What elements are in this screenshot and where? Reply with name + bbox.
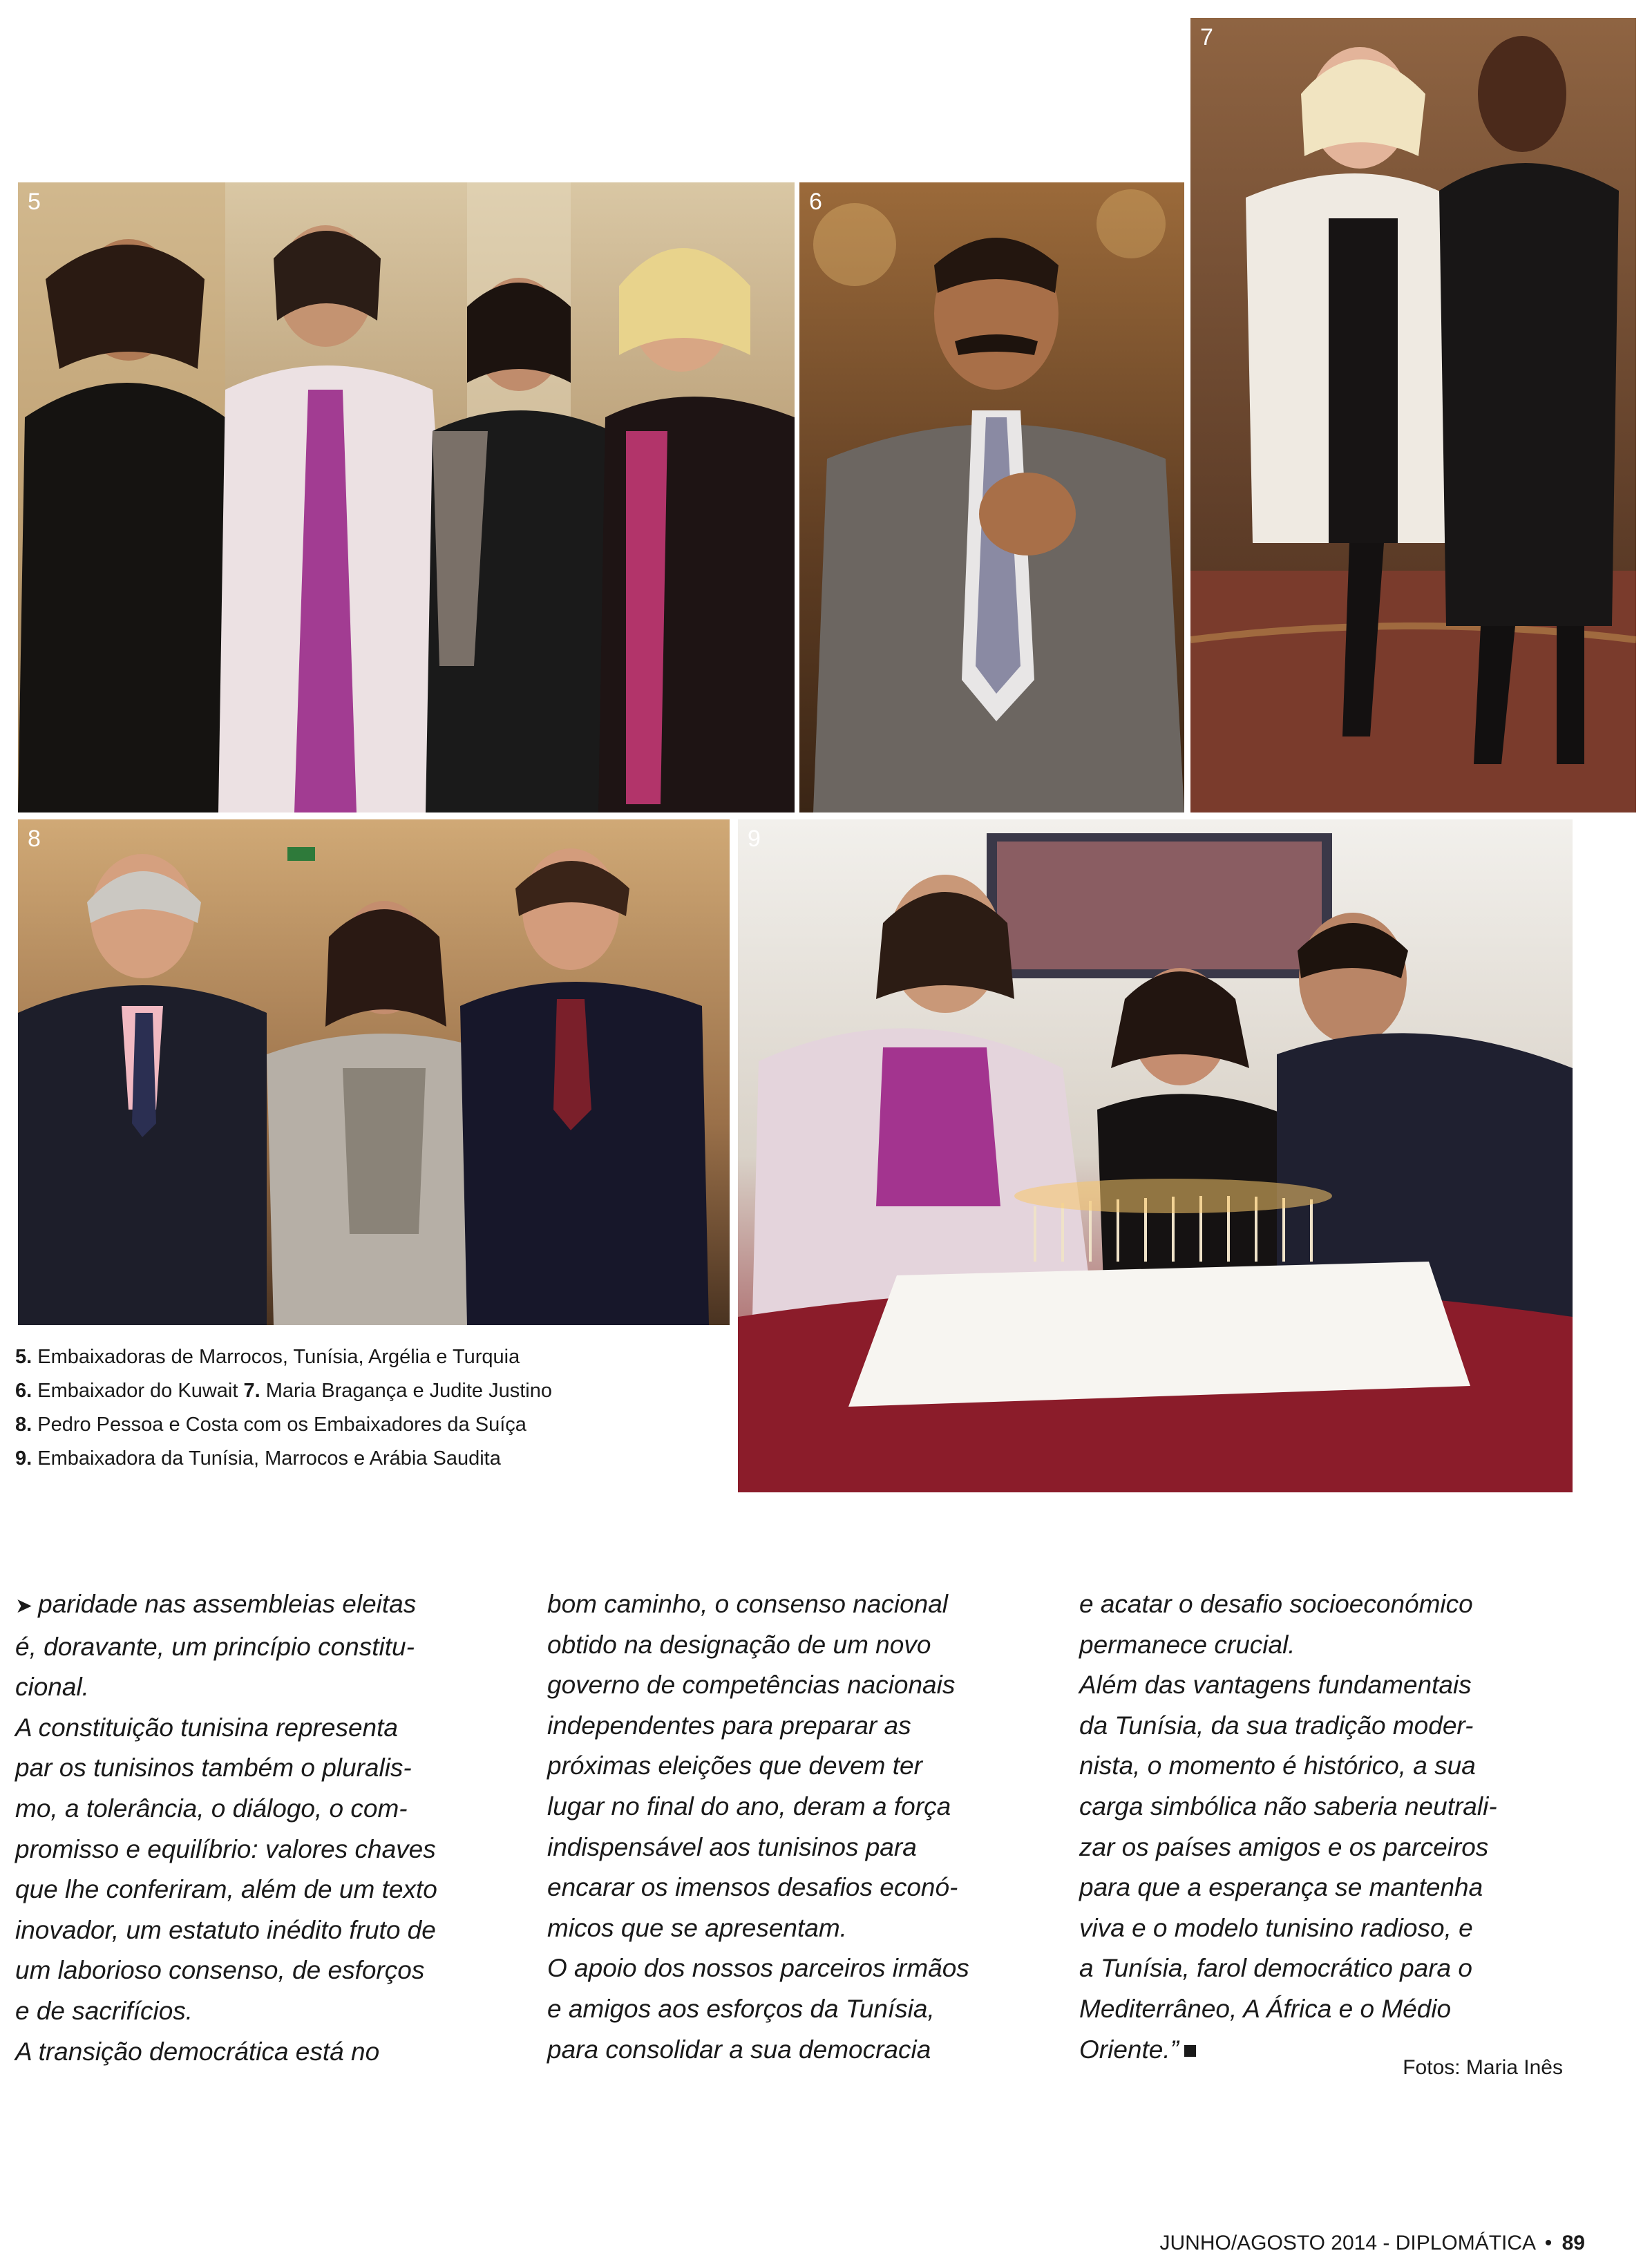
caption-8: 8. Pedro Pessoa e Costa com os Embaixadores da Suíça (15, 1414, 526, 1436)
text-line: lugar no final do ano, deram a força (547, 1791, 951, 1821)
text-line: um laborioso consenso, de esforços (15, 1956, 425, 1985)
text-line: e de sacrifícios. (15, 1996, 193, 2025)
caption-5: 5. Embaixadoras de Marrocos, Tunísia, Argélia e Turquia (15, 1346, 520, 1368)
article-column-1 (15, 1584, 526, 2072)
page-footer (1160, 2231, 1586, 2256)
photo-8-image (18, 819, 730, 1325)
photo-5-image (18, 182, 795, 812)
article-column-3 (1079, 1584, 1591, 2070)
text-line: que lhe conferiram, além de um texto (15, 1875, 437, 1904)
text-line: A transição democrática está no (15, 2037, 380, 2066)
text-line: ➤ paridade nas assembleias eleitas (15, 1590, 417, 1618)
text-line: Mediterrâneo, A África e o Médio (1079, 1994, 1452, 2023)
photo-number-6: 6 (809, 189, 822, 215)
text-line: micos que se apresentam. (547, 1913, 847, 1942)
text-line: e amigos aos esforços da Tunísia, (547, 1994, 935, 2023)
text-line: independentes para preparar as (547, 1711, 911, 1740)
article-column-2 (547, 1584, 1058, 2070)
photo-ambassadors-group (18, 182, 795, 812)
text-line: par os tunisinos também o pluralis- (15, 1753, 412, 1783)
text-line: a Tunísia, farol democrático para o (1079, 1954, 1472, 1983)
photo-number-8: 8 (28, 826, 41, 852)
text-line: nista, o momento é histórico, a sua (1079, 1751, 1476, 1780)
photo-pedro-pessoa-group (18, 819, 730, 1325)
text-line: indispensável aos tunisinos para (547, 1832, 917, 1861)
text-line: viva e o modelo tunisino radioso, e (1079, 1913, 1473, 1942)
text-line: O apoio dos nossos parceiros irmãos (547, 1954, 969, 1983)
text-line: bom caminho, o consenso nacional (547, 1590, 949, 1618)
issue-label: JUNHO/AGOSTO 2014 - DIPLOMÁTICA (1159, 2232, 1535, 2254)
photo-6-image (799, 182, 1184, 812)
end-of-article-square-icon (1184, 2045, 1196, 2057)
text-line: e acatar o desafio socioeconómico (1079, 1590, 1473, 1618)
caption-6-7: 6. Embaixador do Kuwait 7. Maria Bragança e Judite Justino (15, 1380, 552, 1402)
photo-number-9: 9 (748, 826, 761, 852)
text-line: carga simbólica não saberia neutrali- (1079, 1791, 1497, 1821)
page-number: 89 (1561, 2232, 1585, 2254)
text-line: promisso e equilíbrio: valores chaves (15, 1834, 436, 1863)
text-line: governo de competências nacionais (547, 1671, 956, 1700)
photo-two-guests (1190, 18, 1636, 812)
text-line: próximas eleições que devem ter (547, 1751, 922, 1780)
text-line: inovador, um estatuto inédito fruto de (15, 1915, 436, 1944)
text-line: é, doravante, um princípio constitu- (15, 1632, 415, 1661)
text-line: da Tunísia, da sua tradição moder- (1079, 1711, 1474, 1740)
photo-birthday-cake (738, 819, 1573, 1492)
text-line: A constituição tunisina representa (15, 1713, 398, 1742)
photo-captions (15, 1340, 734, 1476)
photo-7-image (1190, 18, 1636, 812)
photo-9-image (738, 819, 1573, 1492)
text-line: para consolidar a sua democracia (547, 2035, 931, 2064)
text-line: Oriente.” (1079, 2030, 1591, 2071)
text-line: cional. (15, 1673, 89, 1702)
photo-ambassador-kuwait (799, 182, 1184, 812)
photo-credit: Fotos: Maria Inês (1403, 2056, 1563, 2079)
photo-number-5: 5 (28, 189, 41, 215)
text-line: zar os países amigos e os parceiros (1079, 1832, 1489, 1861)
photo-number-7: 7 (1200, 24, 1213, 50)
text-line: obtido na designação de um novo (547, 1630, 931, 1659)
text-line: mo, a tolerância, o diálogo, o com- (15, 1794, 408, 1823)
text-line: encarar os imensos desafios econó- (547, 1873, 958, 1902)
caption-9: 9. Embaixadora da Tunísia, Marrocos e Arábia Saudita (15, 1447, 501, 1470)
bullet-separator-icon: • (1544, 2232, 1553, 2254)
text-line: permanece crucial. (1079, 1630, 1295, 1659)
text-line: Além das vantagens fundamentais (1079, 1671, 1472, 1700)
text-line: para que a esperança se mantenha (1079, 1873, 1483, 1902)
continuation-arrow-icon: ➤ (15, 1595, 33, 1617)
